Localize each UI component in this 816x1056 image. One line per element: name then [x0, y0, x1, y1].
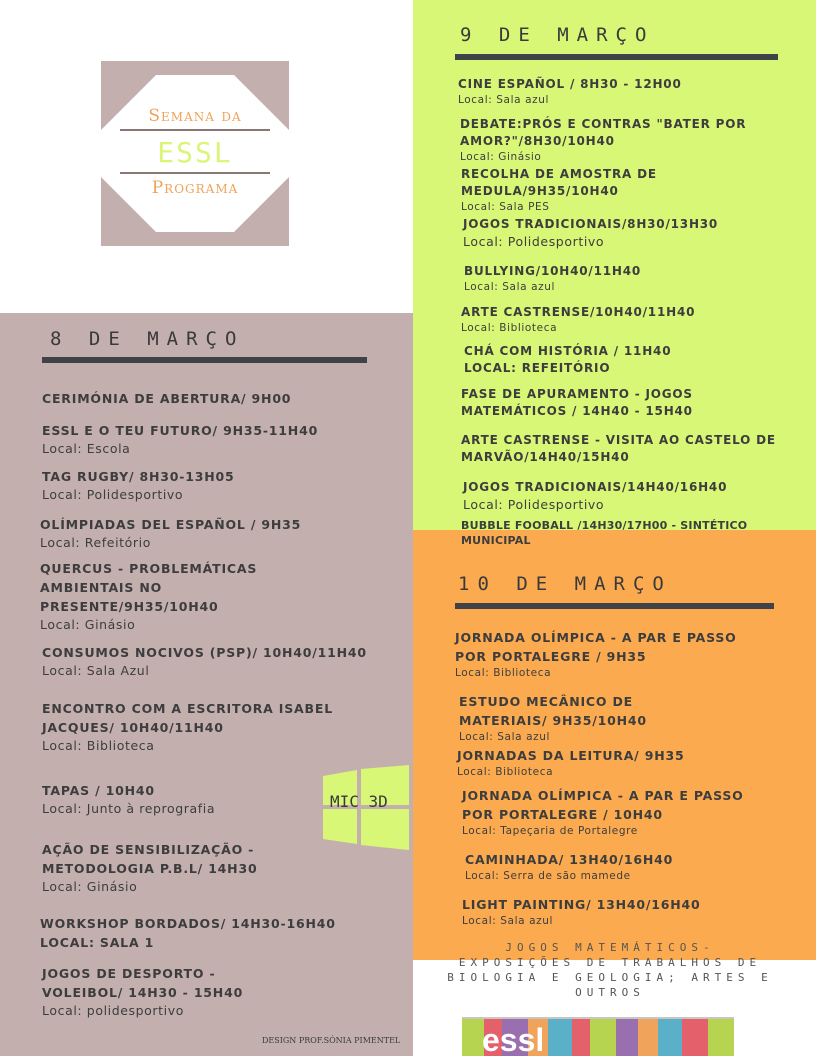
event-title: FASE DE APURAMENTO - JOGOS MATEMÁTICOS / 14H40 - 15H40	[461, 387, 693, 418]
event-item	[461, 518, 811, 548]
day8-heading-rule	[42, 357, 367, 363]
day9-heading: 9 DE MARÇO	[460, 24, 655, 46]
event-title: CERIMÓNIA DE ABERTURA/ 9H00	[42, 391, 292, 406]
event-title: CAMINHADA/ 13H40/16H40	[465, 852, 674, 867]
event-item	[464, 263, 814, 294]
event-item	[455, 628, 805, 680]
event-title: CONSUMOS NOCIVOS (PSP)/ 10H40/11H40	[42, 645, 367, 660]
event-title: JOGOS DE DESPORTO - VOLEIBOL/ 14H30 - 15H40	[42, 966, 244, 1000]
event-location: Local: Junto à reprografia	[42, 801, 216, 816]
event-item	[461, 166, 811, 214]
event-title: JORNADAS DA LEITURA/ 9H35	[457, 748, 685, 763]
design-credit: DESIGN PROF.SÓNIA PIMENTEL	[262, 1036, 401, 1045]
event-title: CHÁ COM HISTÓRIA / 11H40 LOCAL: REFEITÓRIO	[464, 344, 672, 375]
event-title: ENCONTRO COM A ESCRITORA ISABEL JACQUES/ 10H40/11H40	[42, 701, 333, 735]
event-item	[461, 304, 811, 335]
event-item	[42, 964, 382, 1020]
event-location: Local: Biblioteca	[461, 322, 558, 334]
event-location: Local: Sala Azul	[42, 663, 150, 678]
event-location: Local: Tapeçaria de Portalegre	[462, 825, 638, 837]
event-title: AÇÃO DE SENSIBILIZAÇÃO - METODOLOGIA P.B.L/ 14H30	[42, 842, 258, 876]
logo-divider-bottom	[120, 172, 270, 174]
event-title: OLÍMPIADAS DEL ESPAÑOL / 9H35	[40, 517, 302, 532]
event-item	[42, 389, 382, 408]
event-item	[42, 699, 382, 755]
event-title: BUBBLE FOOBALL /14H30/17H00 - SINTÉTICO MUNICIPAL	[461, 519, 748, 547]
event-title: ESSL E O TEU FUTURO/ 9H35-11H40	[42, 423, 319, 438]
event-location: Local: Sala azul	[462, 915, 553, 927]
event-location: Local: Biblioteca	[42, 738, 155, 753]
event-location: Local: Sala azul	[464, 281, 555, 293]
event-location: Local: polidesportivo	[42, 1003, 184, 1018]
event-item	[42, 467, 382, 504]
event-item	[464, 343, 814, 377]
event-item	[42, 421, 382, 458]
event-item	[460, 116, 810, 164]
event-location: Local: Sala PES	[461, 201, 550, 213]
event-item	[462, 786, 812, 838]
logo-subtitle: Programa	[151, 178, 239, 198]
event-title: TAG RUGBY/ 8H30-13H05	[42, 469, 235, 484]
event-title: ARTE CASTRENSE - VISITA AO CASTELO DE MARVÃO/14H40/15H40	[461, 433, 776, 464]
event-location: Local: Polidesportivo	[463, 497, 605, 512]
event-title: JOGOS TRADICIONAIS/14H40/16H40	[463, 480, 728, 494]
event-title: LIGHT PAINTING/ 13H40/16H40	[462, 897, 701, 912]
logo-title: Semana da	[148, 106, 242, 126]
mic-3d-label: MIC 3D	[330, 792, 388, 811]
event-title: CINE ESPAÑOL / 8H30 - 12H00	[458, 77, 682, 91]
event-title: JOGOS TRADICIONAIS/8H30/13H30	[463, 217, 719, 231]
event-location: Local: Ginásio	[42, 879, 138, 894]
event-title: BULLYING/10H40/11H40	[464, 264, 642, 278]
logo-name: ESSL	[157, 136, 233, 169]
day10-heading: 10 DE MARÇO	[458, 573, 672, 595]
event-item	[463, 479, 813, 514]
event-location: Local: Sala azul	[458, 94, 549, 106]
event-item	[463, 216, 813, 251]
event-title: RECOLHA DE AMOSTRA DE MEDULA/9H35/10H40	[461, 167, 657, 198]
event-title: QUERCUS - PROBLEMÁTICAS AMBIENTAIS NO PRESENTE/9H35/10H40	[40, 561, 258, 614]
day8-heading: 8 DE MARÇO	[50, 328, 245, 350]
event-item	[40, 559, 380, 634]
event-title: JORNADA OLÍMPICA - A PAR E PASSO POR PORTALEGRE / 10H40	[462, 788, 744, 822]
event-title: ARTE CASTRENSE/10H40/11H40	[461, 305, 696, 319]
event-title: TAPAS / 10H40	[42, 783, 155, 798]
event-item	[461, 386, 811, 420]
event-item	[40, 515, 380, 552]
event-item	[461, 432, 811, 466]
essl-banner-text: essl	[482, 1022, 545, 1056]
event-location: Local: Polidesportivo	[463, 234, 605, 249]
event-title: JORNADA OLÍMPICA - A PAR E PASSO POR PORTALEGRE / 9H35	[455, 630, 737, 664]
event-item	[42, 643, 382, 680]
event-item	[458, 76, 808, 107]
event-location: Local: Serra de são mamede	[465, 870, 631, 882]
day10-heading-rule	[455, 603, 774, 609]
event-item	[459, 692, 809, 744]
logo-divider-top	[120, 129, 270, 131]
event-location: Local: Ginásio	[460, 151, 542, 163]
event-title: ESTUDO MECÂNICO DE MATERIAIS/ 9H35/10H40	[459, 694, 647, 728]
event-location: Local: Escola	[42, 441, 131, 456]
event-location: Local: Polidesportivo	[42, 487, 184, 502]
event-location: Local: Ginásio	[40, 617, 136, 632]
event-item	[457, 746, 807, 779]
event-location: Local: Biblioteca	[457, 766, 554, 778]
day9-heading-rule	[455, 54, 778, 60]
event-location: Local: Refeitório	[40, 535, 151, 550]
event-title: DEBATE:PRÓS E CONTRAS "BATER POR AMOR?"/8H30/10H40	[460, 117, 747, 148]
event-item	[462, 895, 812, 928]
event-item	[465, 850, 815, 883]
exhibitions-note: JOGOS MATEMÁTICOS- EXPOSIÇÕES DE TRABALHOS DE BIOLOGIA E GEOLOGIA; ARTES E OUTROS	[447, 941, 773, 999]
event-location: Local: Biblioteca	[455, 667, 552, 679]
event-location: Local: Sala azul	[459, 731, 550, 743]
event-item	[40, 914, 380, 952]
essl-banner-logo	[462, 1017, 734, 1056]
event-title: WORKSHOP BORDADOS/ 14H30-16H40 LOCAL: SALA 1	[40, 916, 336, 950]
